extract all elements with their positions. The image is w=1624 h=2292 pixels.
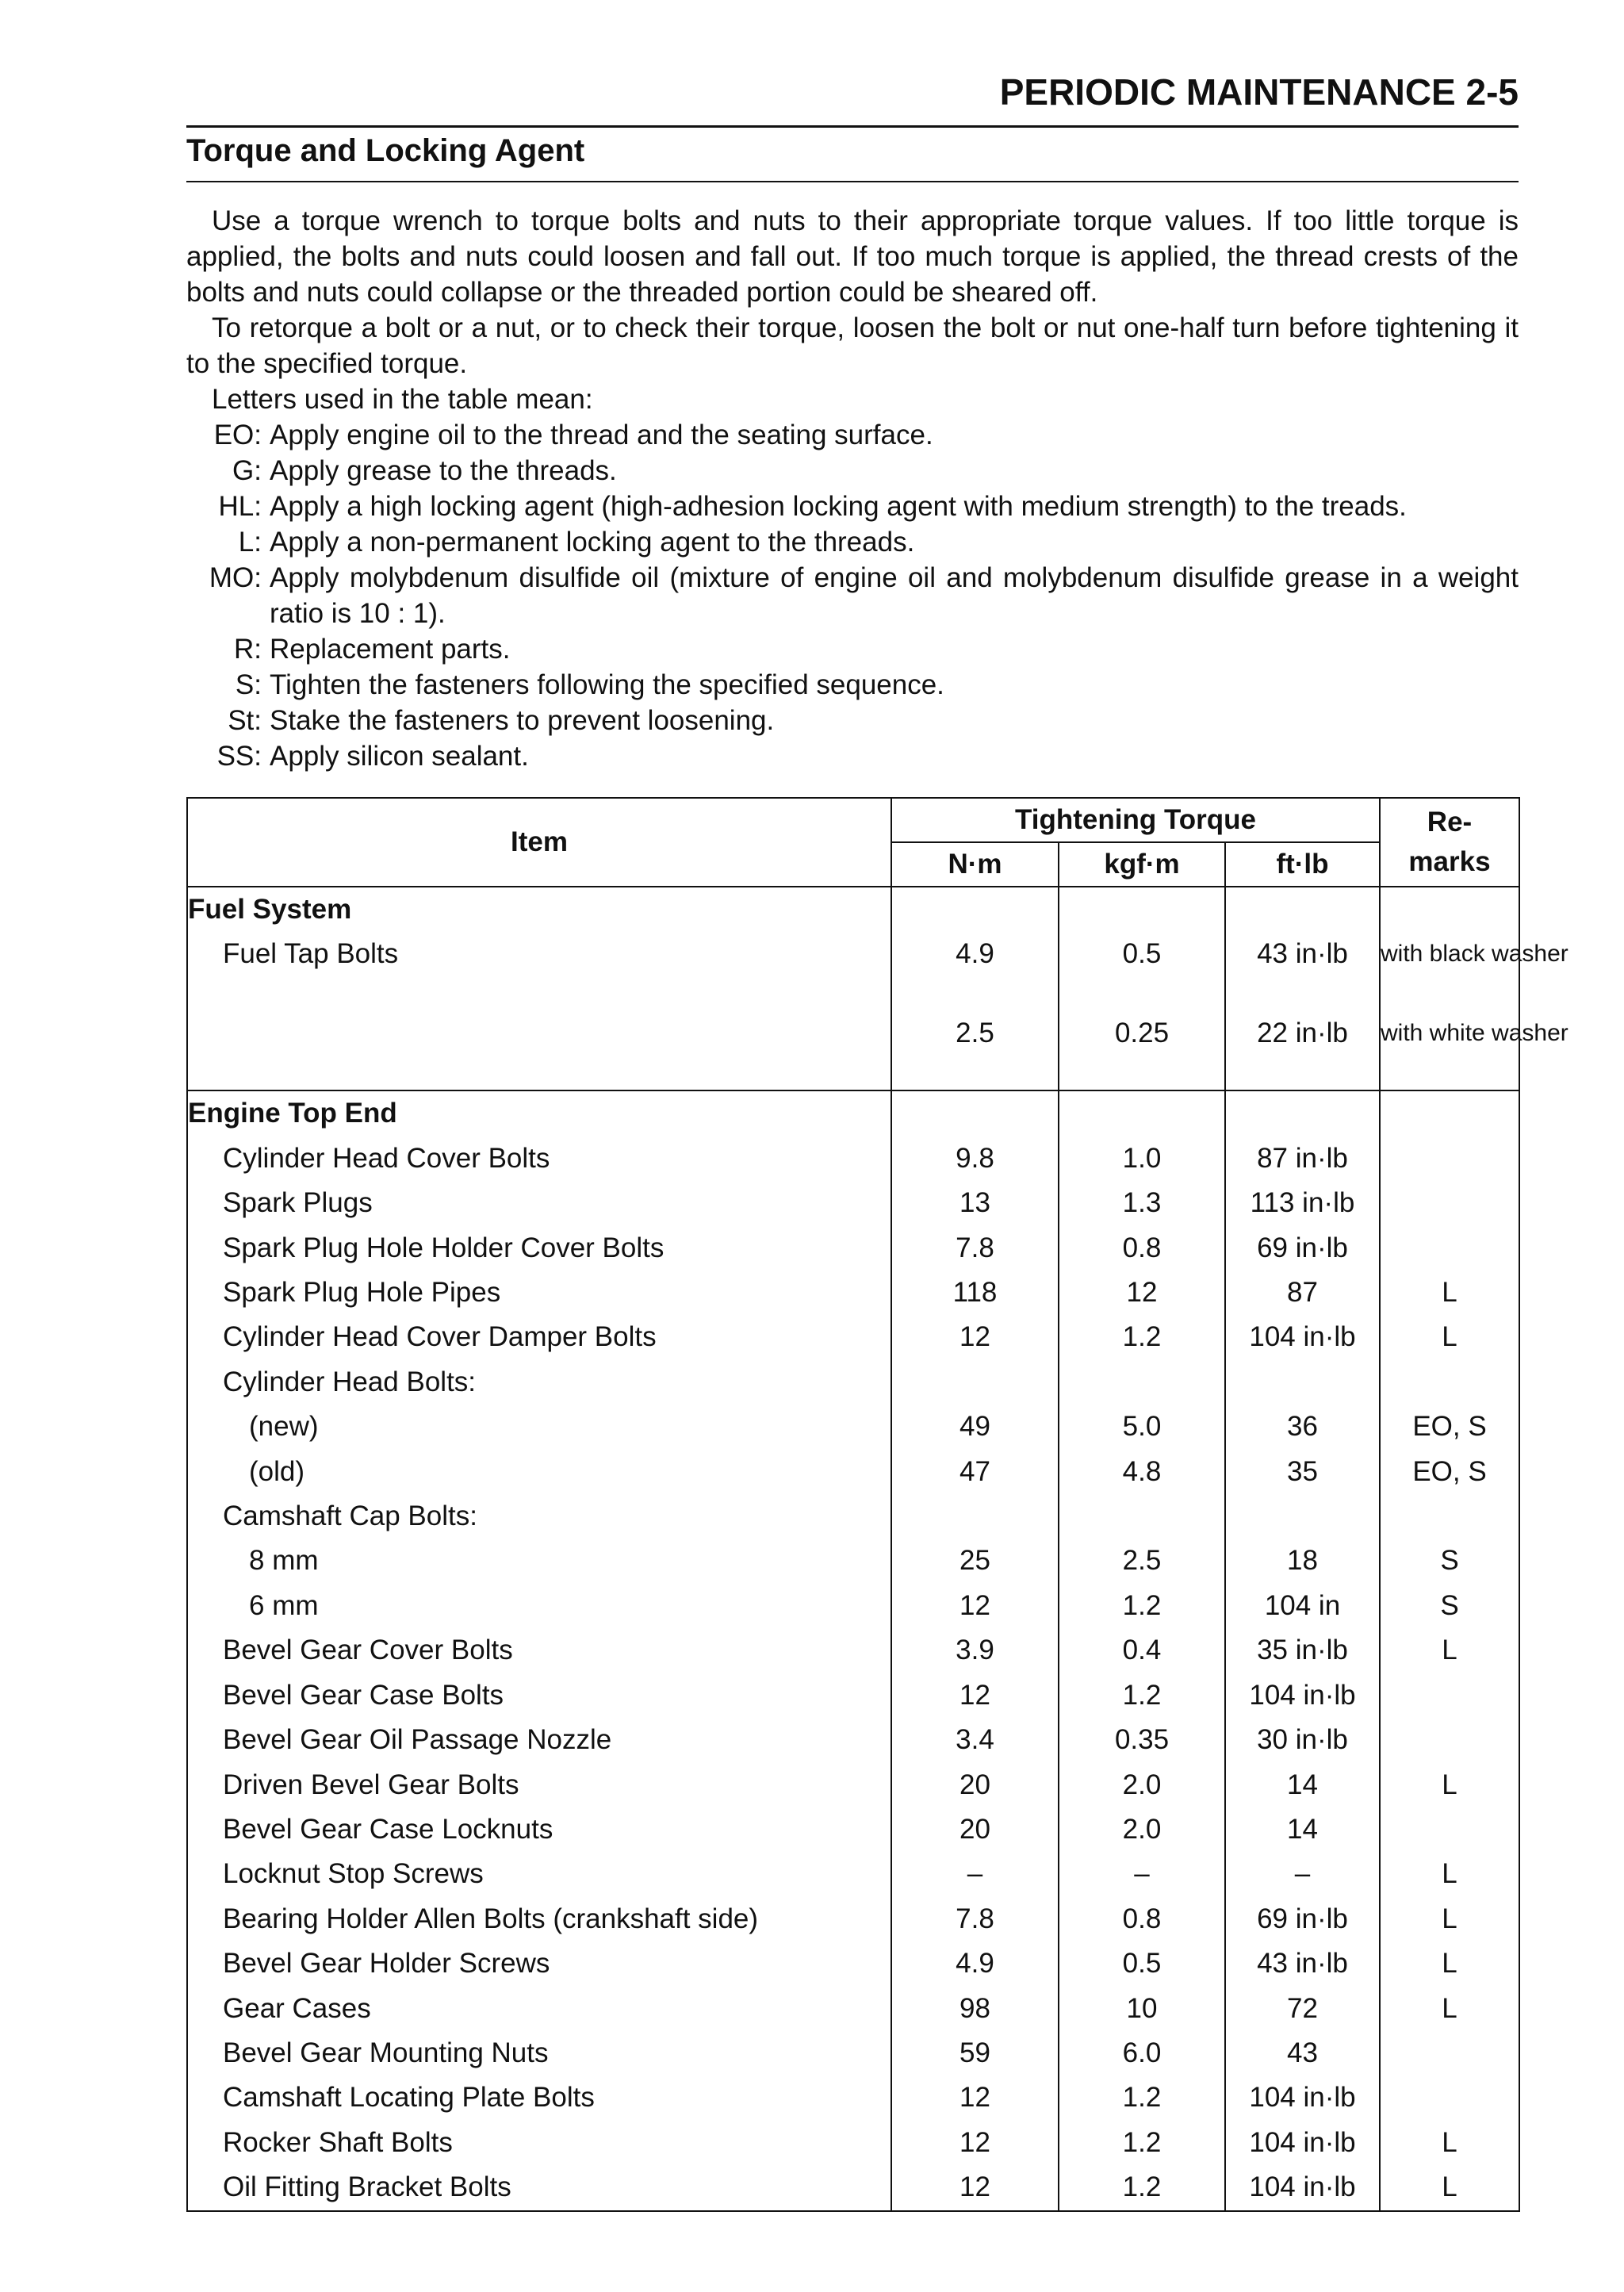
legend-desc: Apply engine oil to the thread and the seating surface. bbox=[270, 420, 933, 450]
cell-remarks: EO, S bbox=[1380, 1405, 1519, 1449]
cell-item: Spark Plugs bbox=[187, 1181, 891, 1225]
cell-nm: 12 bbox=[891, 1315, 1059, 1359]
column-header-item: Item bbox=[187, 798, 891, 887]
legend-code: S: bbox=[235, 669, 262, 700]
cell-remarks: L bbox=[1380, 1987, 1519, 2031]
table-row bbox=[187, 2031, 1519, 2075]
cell-item: Fuel Tap Bolts bbox=[187, 932, 891, 1011]
cell-remarks bbox=[1380, 1136, 1519, 1181]
legend-code: SS: bbox=[216, 741, 262, 772]
table-row bbox=[187, 1852, 1519, 1896]
legend-item bbox=[186, 667, 1519, 703]
legend-code: L: bbox=[238, 527, 262, 558]
table-row bbox=[187, 1628, 1519, 1673]
cell-item: Spark Plug Hole Pipes bbox=[187, 1271, 891, 1315]
cell-nm: 118 bbox=[891, 1271, 1059, 1315]
legend-item bbox=[186, 453, 1519, 489]
cell-kgfm: 1.2 bbox=[1059, 1315, 1225, 1359]
cell-item: Camshaft Locating Plate Bolts bbox=[187, 2075, 891, 2120]
torque-table bbox=[186, 797, 1568, 2212]
cell-item: (new) bbox=[187, 1405, 891, 1449]
column-header-tightening-torque: Tightening Torque bbox=[891, 798, 1380, 842]
cell-item: Bearing Holder Allen Bolts (crankshaft side) bbox=[187, 1897, 891, 1941]
cell-ftlb: 72 bbox=[1225, 1987, 1380, 2031]
cell-kgfm: 2.0 bbox=[1059, 1807, 1225, 1852]
legend-code: MO: bbox=[209, 562, 262, 593]
cell-ftlb: 113 in·lb bbox=[1225, 1181, 1380, 1225]
legend-desc: Apply grease to the threads. bbox=[270, 455, 617, 486]
cell-nm: 4.9 bbox=[891, 932, 1059, 1011]
cell-ftlb: 35 in·lb bbox=[1225, 1628, 1380, 1673]
cell-item: Gear Cases bbox=[187, 1987, 891, 2031]
table-row bbox=[187, 1673, 1519, 1718]
cell-remarks: EO, S bbox=[1380, 1450, 1519, 1494]
legend-desc: Apply a non-permanent locking agent to the threads. bbox=[270, 527, 915, 558]
cell-kgfm: 0.8 bbox=[1059, 1897, 1225, 1941]
table-row bbox=[187, 1584, 1519, 1628]
paragraph-torque-wrench: Use a torque wrench to torque bolts and nuts to their appropriate torque values. If too little torque is applied, the bolts and nuts could loosen and fall out. If too much torque is applied, the thread crests of the bolts and nuts could collapse or the threaded portion could be sheared off. bbox=[186, 205, 1519, 308]
section-rule bbox=[186, 181, 1519, 182]
table-row bbox=[187, 1136, 1519, 1181]
legend-item bbox=[186, 524, 1519, 560]
cell-kgfm: 1.0 bbox=[1059, 1136, 1225, 1181]
cell-remarks: L bbox=[1380, 2165, 1519, 2210]
cell-item: Rocker Shaft Bolts bbox=[187, 2121, 891, 2165]
group-title: Engine Top End bbox=[187, 1090, 891, 1136]
cell-remarks bbox=[1380, 1360, 1519, 1405]
paragraph-retorque: To retorque a bolt or a nut, or to check their torque, loosen the bolt or nut one-half turn before tightening it to the specified torque. bbox=[186, 312, 1519, 379]
cell-item: Bevel Gear Case Locknuts bbox=[187, 1807, 891, 1852]
cell-remarks bbox=[1380, 1807, 1519, 1852]
cell-remarks bbox=[1380, 1181, 1519, 1225]
cell-nm: 20 bbox=[891, 1763, 1059, 1807]
cell-kgfm: 4.8 bbox=[1059, 1450, 1225, 1494]
legend-desc: Apply silicon sealant. bbox=[270, 741, 529, 772]
cell-kgfm: 10 bbox=[1059, 1987, 1225, 2031]
cell-ftlb: 69 in·lb bbox=[1225, 1897, 1380, 1941]
cell-remarks bbox=[1380, 2075, 1519, 2120]
cell-remarks: L bbox=[1380, 1271, 1519, 1315]
cell-ftlb: 14 bbox=[1225, 1807, 1380, 1852]
cell-item: Cylinder Head Cover Bolts bbox=[187, 1136, 891, 1181]
cell-kgfm bbox=[1059, 1494, 1225, 1539]
cell-remarks: with black washer bbox=[1380, 932, 1519, 1011]
cell-item: Bevel Gear Case Bolts bbox=[187, 1673, 891, 1718]
cell-kgfm: – bbox=[1059, 1852, 1225, 1896]
cell-ftlb bbox=[1225, 1494, 1380, 1539]
legend-item bbox=[186, 417, 1519, 453]
cell-kgfm: 2.0 bbox=[1059, 1763, 1225, 1807]
cell-remarks: L bbox=[1380, 1315, 1519, 1359]
legend-item bbox=[186, 560, 1519, 631]
cell-ftlb: 43 in·lb bbox=[1225, 932, 1380, 1011]
cell-kgfm: 1.3 bbox=[1059, 1181, 1225, 1225]
table-row bbox=[187, 1271, 1519, 1315]
cell-ftlb: 87 in·lb bbox=[1225, 1136, 1380, 1181]
cell-item bbox=[187, 1011, 891, 1090]
group-title: Fuel System bbox=[187, 887, 891, 932]
cell-ftlb: 43 bbox=[1225, 2031, 1380, 2075]
cell-remarks: L bbox=[1380, 1628, 1519, 1673]
remarks-header-label: Re- marks bbox=[1408, 807, 1491, 877]
cell-ftlb: 87 bbox=[1225, 1271, 1380, 1315]
legend-code: G: bbox=[232, 455, 262, 486]
table-row bbox=[187, 1539, 1519, 1583]
cell-remarks: L bbox=[1380, 2121, 1519, 2165]
cell-nm: 13 bbox=[891, 1181, 1059, 1225]
cell-item: Camshaft Cap Bolts: bbox=[187, 1494, 891, 1539]
table-row bbox=[187, 2165, 1519, 2210]
cell-remarks: with white washer bbox=[1380, 1011, 1519, 1090]
cell-nm: 7.8 bbox=[891, 1226, 1059, 1271]
cell-kgfm: 0.35 bbox=[1059, 1718, 1225, 1762]
legend-item bbox=[186, 489, 1519, 524]
cell-remarks bbox=[1380, 1673, 1519, 1718]
cell-nm: 12 bbox=[891, 2121, 1059, 2165]
cell-nm: 12 bbox=[891, 2075, 1059, 2120]
cell-nm: 7.8 bbox=[891, 1897, 1059, 1941]
cell-nm: 12 bbox=[891, 1584, 1059, 1628]
cell-ftlb: 104 in·lb bbox=[1225, 1315, 1380, 1359]
legend-desc: Apply molybdenum disulfide oil (mixture of engine oil and molybdenum disulfide grease in a weight ratio is 10 : 1). bbox=[270, 562, 1519, 629]
cell-kgfm: 1.2 bbox=[1059, 2165, 1225, 2210]
cell-ftlb: 69 in·lb bbox=[1225, 1226, 1380, 1271]
cell-ftlb: 22 in·lb bbox=[1225, 1011, 1380, 1090]
legend-list bbox=[186, 417, 1519, 774]
cell-remarks: L bbox=[1380, 1763, 1519, 1807]
cell-kgfm: 0.25 bbox=[1059, 1011, 1225, 1090]
page-header: PERIODIC MAINTENANCE 2-5 bbox=[999, 71, 1519, 113]
cell-remarks bbox=[1380, 1494, 1519, 1539]
cell-remarks: L bbox=[1380, 1897, 1519, 1941]
cell-item: Locknut Stop Screws bbox=[187, 1852, 891, 1896]
cell-kgfm: 12 bbox=[1059, 1271, 1225, 1315]
cell-remarks: S bbox=[1380, 1584, 1519, 1628]
cell-nm: 25 bbox=[891, 1539, 1059, 1583]
cell-nm: 3.4 bbox=[891, 1718, 1059, 1762]
cell-kgfm: 1.2 bbox=[1059, 1673, 1225, 1718]
legend-desc: Apply a high locking agent (high-adhesion locking agent with medium strength) to the treads. bbox=[270, 491, 1407, 522]
legend-code: R: bbox=[234, 634, 262, 665]
table-row bbox=[187, 1011, 1519, 1090]
cell-ftlb bbox=[1225, 1360, 1380, 1405]
cell-ftlb: 104 in bbox=[1225, 1584, 1380, 1628]
cell-ftlb: 14 bbox=[1225, 1763, 1380, 1807]
cell-ftlb: 104 in·lb bbox=[1225, 2165, 1380, 2210]
legend-desc: Replacement parts. bbox=[270, 634, 511, 665]
cell-kgfm: 0.5 bbox=[1059, 932, 1225, 1011]
table-row bbox=[187, 932, 1519, 1011]
legend-desc: Tighten the fasteners following the specified sequence. bbox=[270, 669, 944, 700]
table-row bbox=[187, 1987, 1519, 2031]
cell-item: Bevel Gear Mounting Nuts bbox=[187, 2031, 891, 2075]
cell-ftlb: 35 bbox=[1225, 1450, 1380, 1494]
engine-top-end-group bbox=[187, 1090, 1519, 2210]
cell-remarks bbox=[1380, 2031, 1519, 2075]
cell-kgfm: 0.4 bbox=[1059, 1628, 1225, 1673]
cell-ftlb: 104 in·lb bbox=[1225, 2121, 1380, 2165]
cell-nm: 49 bbox=[891, 1405, 1059, 1449]
cell-nm: 98 bbox=[891, 1987, 1059, 2031]
cell-item: Bevel Gear Cover Bolts bbox=[187, 1628, 891, 1673]
cell-nm: 12 bbox=[891, 1673, 1059, 1718]
table-row bbox=[187, 1807, 1519, 1852]
cell-nm: 59 bbox=[891, 2031, 1059, 2075]
cell-ftlb: 43 in·lb bbox=[1225, 1941, 1380, 1986]
cell-item: Spark Plug Hole Holder Cover Bolts bbox=[187, 1226, 891, 1271]
cell-remarks: S bbox=[1380, 1539, 1519, 1583]
table-row bbox=[187, 1360, 1519, 1405]
cell-nm: 12 bbox=[891, 2165, 1059, 2210]
cell-kgfm: 1.2 bbox=[1059, 2075, 1225, 2120]
table-row bbox=[187, 2075, 1519, 2120]
table-row bbox=[187, 1450, 1519, 1494]
column-header-ftlb: ft·lb bbox=[1225, 842, 1380, 887]
cell-nm: 2.5 bbox=[891, 1011, 1059, 1090]
cell-ftlb: 104 in·lb bbox=[1225, 1673, 1380, 1718]
table-row bbox=[187, 1897, 1519, 1941]
cell-nm bbox=[891, 1494, 1059, 1539]
cell-item: Driven Bevel Gear Bolts bbox=[187, 1763, 891, 1807]
table-row bbox=[187, 1494, 1519, 1539]
group-header-row bbox=[187, 887, 1519, 932]
cell-kgfm: 5.0 bbox=[1059, 1405, 1225, 1449]
cell-nm: 4.9 bbox=[891, 1941, 1059, 1986]
cell-item: Bevel Gear Holder Screws bbox=[187, 1941, 891, 1986]
header-rule bbox=[186, 125, 1519, 128]
cell-nm: 20 bbox=[891, 1807, 1059, 1852]
cell-kgfm: 0.8 bbox=[1059, 1226, 1225, 1271]
cell-ftlb: 18 bbox=[1225, 1539, 1380, 1583]
cell-kgfm: 6.0 bbox=[1059, 2031, 1225, 2075]
cell-remarks: L bbox=[1380, 1852, 1519, 1896]
intro-text bbox=[186, 203, 1519, 774]
fuel-system-group bbox=[187, 887, 1568, 1090]
table-row bbox=[187, 1226, 1519, 1271]
cell-nm: 47 bbox=[891, 1450, 1059, 1494]
legend-code: HL: bbox=[218, 491, 262, 522]
cell-kgfm bbox=[1059, 1360, 1225, 1405]
table-row bbox=[187, 1718, 1519, 1762]
table-row bbox=[187, 1181, 1519, 1225]
legend-code: St: bbox=[228, 705, 262, 736]
column-header-nm: N·m bbox=[891, 842, 1059, 887]
cell-item: Oil Fitting Bracket Bolts bbox=[187, 2165, 891, 2210]
cell-nm bbox=[891, 1360, 1059, 1405]
cell-kgfm: 1.2 bbox=[1059, 2121, 1225, 2165]
cell-ftlb: 104 in·lb bbox=[1225, 2075, 1380, 2120]
cell-item: Cylinder Head Bolts: bbox=[187, 1360, 891, 1405]
cell-ftlb: 36 bbox=[1225, 1405, 1380, 1449]
cell-remarks bbox=[1380, 1718, 1519, 1762]
table-row bbox=[187, 2121, 1519, 2165]
legend-item bbox=[186, 738, 1519, 774]
cell-remarks bbox=[1380, 1226, 1519, 1271]
cell-item: Cylinder Head Cover Damper Bolts bbox=[187, 1315, 891, 1359]
table-row bbox=[187, 1941, 1519, 1986]
column-header-kgfm: kgf·m bbox=[1059, 842, 1225, 887]
legend-code: EO: bbox=[213, 420, 262, 450]
cell-item: Bevel Gear Oil Passage Nozzle bbox=[187, 1718, 891, 1762]
cell-item: 6 mm bbox=[187, 1584, 891, 1628]
cell-item: 8 mm bbox=[187, 1539, 891, 1583]
cell-nm: 9.8 bbox=[891, 1136, 1059, 1181]
paragraph-letters: Letters used in the table mean: bbox=[212, 384, 593, 415]
table-row bbox=[187, 1315, 1519, 1359]
cell-nm: 3.9 bbox=[891, 1628, 1059, 1673]
table-row bbox=[187, 1763, 1519, 1807]
legend-item bbox=[186, 703, 1519, 738]
cell-kgfm: 1.2 bbox=[1059, 1584, 1225, 1628]
cell-nm: – bbox=[891, 1852, 1059, 1896]
cell-ftlb: 30 in·lb bbox=[1225, 1718, 1380, 1762]
legend-item bbox=[186, 631, 1519, 667]
cell-kgfm: 0.5 bbox=[1059, 1941, 1225, 1986]
cell-ftlb: – bbox=[1225, 1852, 1380, 1896]
cell-item: (old) bbox=[187, 1450, 891, 1494]
section-title: Torque and Locking Agent bbox=[186, 133, 585, 168]
cell-remarks: L bbox=[1380, 1941, 1519, 1986]
column-header-remarks bbox=[1380, 798, 1519, 887]
group-header-row bbox=[187, 1090, 1519, 1136]
table-row bbox=[187, 1405, 1519, 1449]
cell-kgfm: 2.5 bbox=[1059, 1539, 1225, 1583]
legend-desc: Stake the fasteners to prevent loosening. bbox=[270, 705, 775, 736]
